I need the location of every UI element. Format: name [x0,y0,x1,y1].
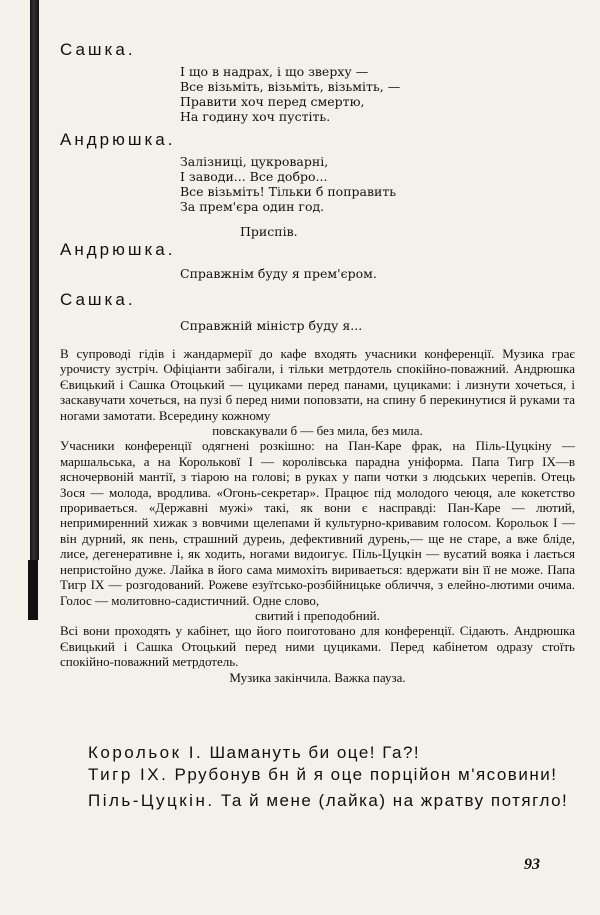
verse-line: Залізниці, цукроварні, [180,154,329,169]
verse-line: Все візьміть, візьміть, візьміть, — [180,79,401,94]
speaker-name: Андрюшка. [60,130,176,149]
verse-line: За прем'єра один год. [180,199,325,214]
stage-direction-line: повскакували б — без мила, без мила. [212,423,423,439]
stage-directions [60,346,575,685]
speaker-name: Тигр IX. [88,765,169,784]
verse-line: Правити хоч перед смертю, [180,94,365,109]
dialogue-line [68,764,588,786]
speaker-name: Андрюшка. [60,240,176,259]
verse-andriushka-1 [60,130,570,239]
speaker-name: Корольок І. [88,743,204,762]
speaker-name: Сашка. [60,40,136,59]
page-number: 93 [524,856,540,873]
verse-line: І заводи... Все добро... [180,169,328,184]
dialogue-line [88,790,588,812]
stage-direction-line: Музика закінчила. Важка пауза. [229,669,406,685]
verse-line: Все візьміть! Тільки б поправить [180,184,397,199]
verse-sashka-2 [60,290,570,333]
speaker-name: Піль-Цуцкін. [88,791,215,810]
verse-line: І що в надрах, і що зверху — [180,64,369,79]
speaker-name: Сашка. [60,290,136,309]
verse-lines [180,154,570,214]
dialogue-block [88,742,588,812]
verse-line: Справжній міністр буду я... [180,318,363,333]
verse-line: На годину хоч пустіть. [180,109,331,124]
stage-direction-paragraph: Учасники конференції одягнені розкішно: на Пан-Каре фрак, на Піль-Цуцкіну — маршальська, а на Корольковї І — королівська парадна уніформа. Папа Тигр IX—в ясночервоній мантії, з тіарою на голові; в руках у папи чотки з людських черепів. Отець Зося — молода, вродлива. «Огонь-секретар». Працює під молодого чеюця, але кокетство прориваеться. «Державні мужі» такі, як вони є насправді: Пан-Каре — лютий, непримиренний хижак з вовчими щелепами й культурно-кривавим голосом. Корольок І — він дурний, як пень, страшний дуреиь, дефективний дурень,— ще не старе, а вже бліде, лисе, дегенеративне і, як ходить, ногами видоигує. Піль-Цуцкін — вусатий вояка і лається непристойно дуже. Лайка в його сама мимохіть вириваеться: вдержати він її не може. Папа Тигр IX — розгодований. Рожеве езуїтсько-розбійницьке обличчя, з елейно-лютими очима. Голос — молитовно-садистичний. Одне слово, [60,438,575,608]
dialogue-text: Та й мене (лайка) на жратву потягло! [220,791,569,810]
dialogue-text: Ррубонув бн й я оце порційон м'ясовини! [174,765,558,784]
stage-direction-line: свитий і преподобний. [255,607,380,623]
dialogue-text: Шамануть би оце! Га?! [209,743,421,762]
verse-lines [180,64,570,124]
stage-direction-paragraph: В супроводі гідів і жандармерії до кафе входять учасники конференції. Музика грає урочисту зустріч. Офіціанти забігали, і тільки метрдотель спокійно-поважний. Андрюшка Євицький і Сашка Отоцький — цуциками перед панами, цуциками: і лизнути хочеться, і заскавучати хочеться, на пузі б перед ними поповзати, на спину б перекинутися й руками та ногами замотати. Всередину кожному [60,346,575,423]
verse-andriushka-2 [60,240,570,281]
page-spine-shadow [30,0,39,560]
verse-sashka-1 [60,40,570,124]
dialogue-line [88,742,588,764]
stage-direction-paragraph: Всі вони проходять у кабінет, що його пoиготовано для конференції. Сідають. Андрюшка Євицький і Сашка Отоцький перед ними цуциками. Перед кабінетом одразу стоїть спокійно-поважний метрдотель. [60,623,575,670]
chorus-label: Приспів. [240,224,298,239]
verse-line: Справжнім буду я прем'єром. [180,266,377,281]
page-spine-shadow-fragment [28,560,38,620]
